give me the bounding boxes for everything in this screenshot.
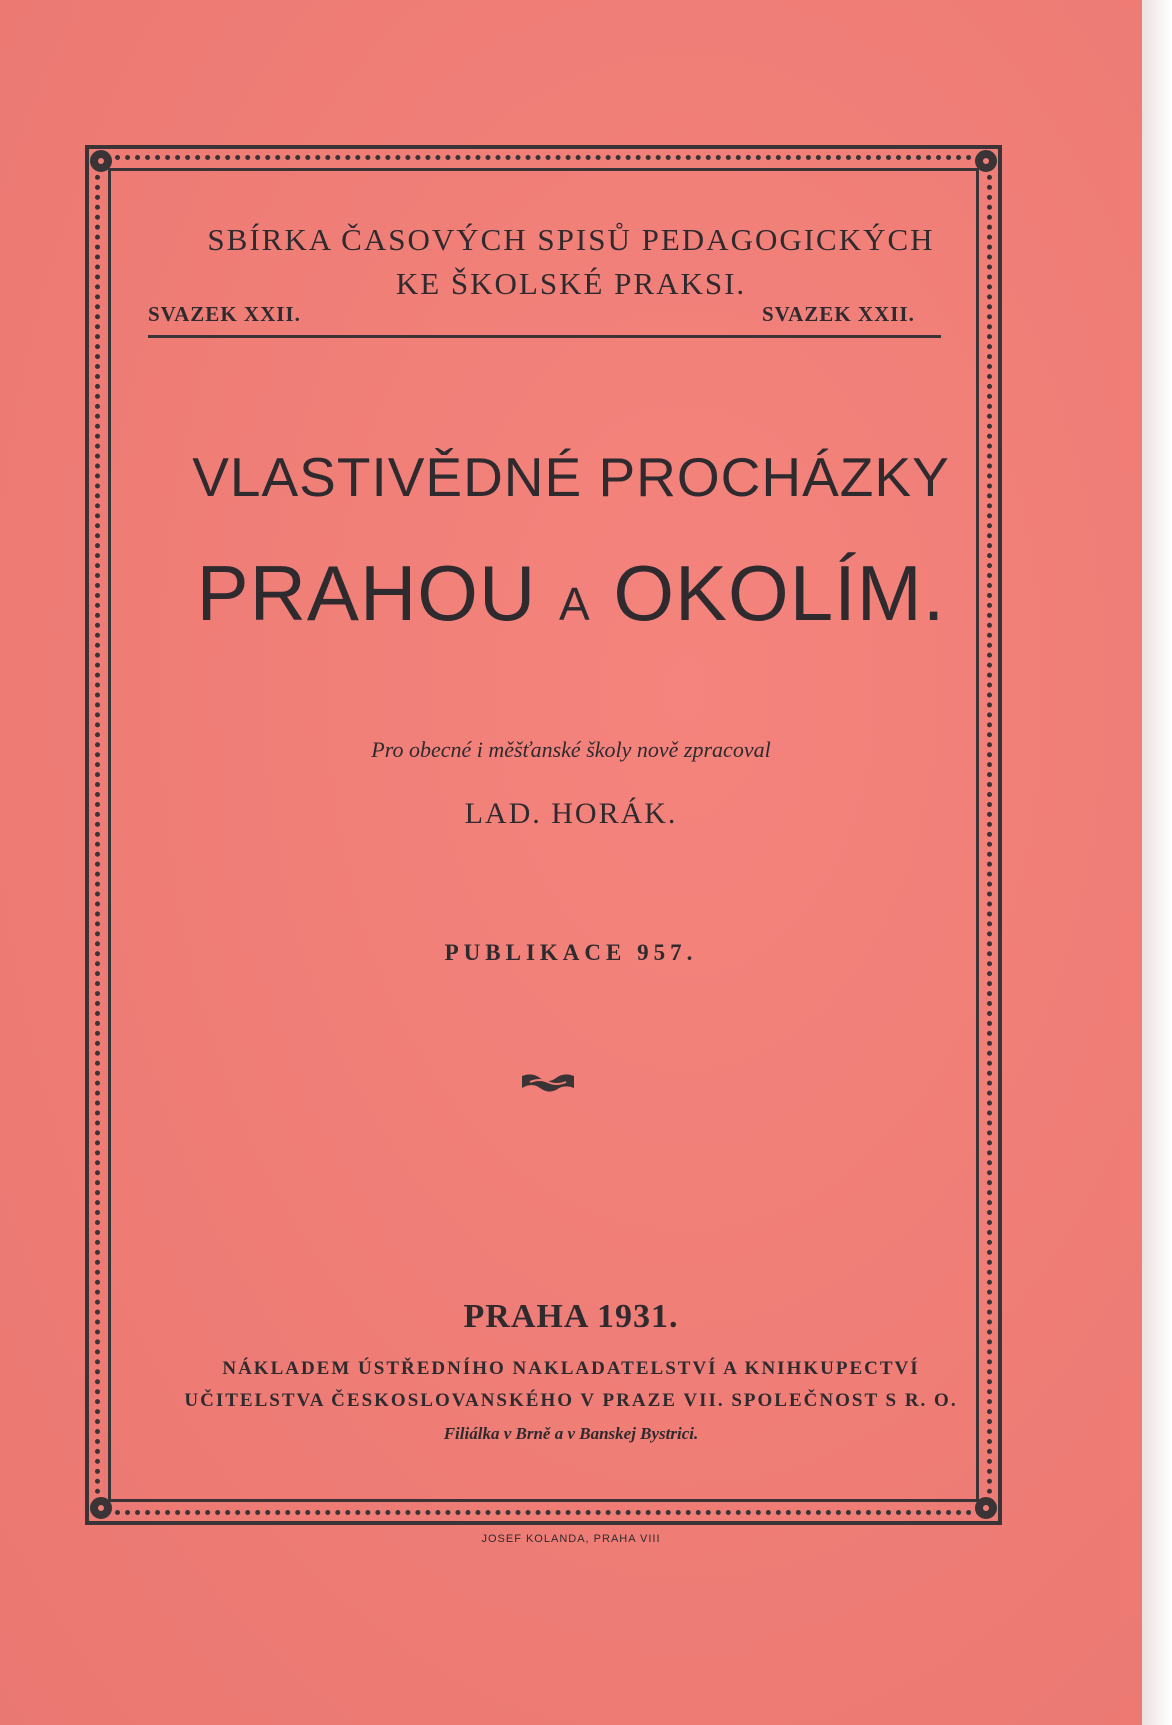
- printer-credit: JOSEF KOLANDA, PRAHA VIII: [481, 1533, 661, 1545]
- corner-ornament-icon: [90, 1497, 112, 1519]
- book-title-line1: VLASTIVĚDNÉ PROCHÁZKY: [192, 446, 950, 508]
- series-title-line1: SBÍRKA ČASOVÝCH SPISŮ PEDAGOGICKÝCH: [207, 222, 935, 257]
- volume-label-right: SVAZEK XXII.: [762, 302, 915, 326]
- title-word-prahou: PRAHOU: [196, 549, 537, 637]
- publisher-line1: NÁKLADEM ÚSTŘEDNÍHO NAKLADATELSTVÍ A KNIHKUPECTVÍ: [222, 1358, 920, 1379]
- page-edge: [1142, 0, 1172, 1725]
- publisher-line2: UČITELSTVA ČESKOSLOVANSKÉHO V PRAZE VII. SPOLEČNOST S R. O.: [184, 1390, 958, 1411]
- publisher-line3: Filiálka v Brně a v Banskej Bystrici.: [443, 1424, 699, 1443]
- header-rule: [148, 335, 941, 338]
- title-word-a: A: [558, 578, 591, 630]
- title-word-okolim: OKOLÍM.: [613, 549, 946, 637]
- corner-ornament-icon: [90, 150, 112, 172]
- corner-ornament-icon: [975, 1497, 997, 1519]
- place-and-year: PRAHA 1931.: [463, 1298, 679, 1335]
- publication-number: PUBLIKACE 957.: [444, 940, 698, 965]
- author-name: LAD. HORÁK.: [464, 797, 678, 830]
- book-title-line2: [0, 548, 1142, 639]
- series-title-line2: KE ŠKOLSKÉ PRAKSI.: [395, 266, 747, 301]
- corner-ornament-icon: [975, 150, 997, 172]
- volume-label-left: SVAZEK XXII.: [148, 302, 301, 326]
- subtitle: Pro obecné i měšťanské školy nově zpracoval: [371, 737, 771, 762]
- ornament-icon: [518, 1070, 578, 1094]
